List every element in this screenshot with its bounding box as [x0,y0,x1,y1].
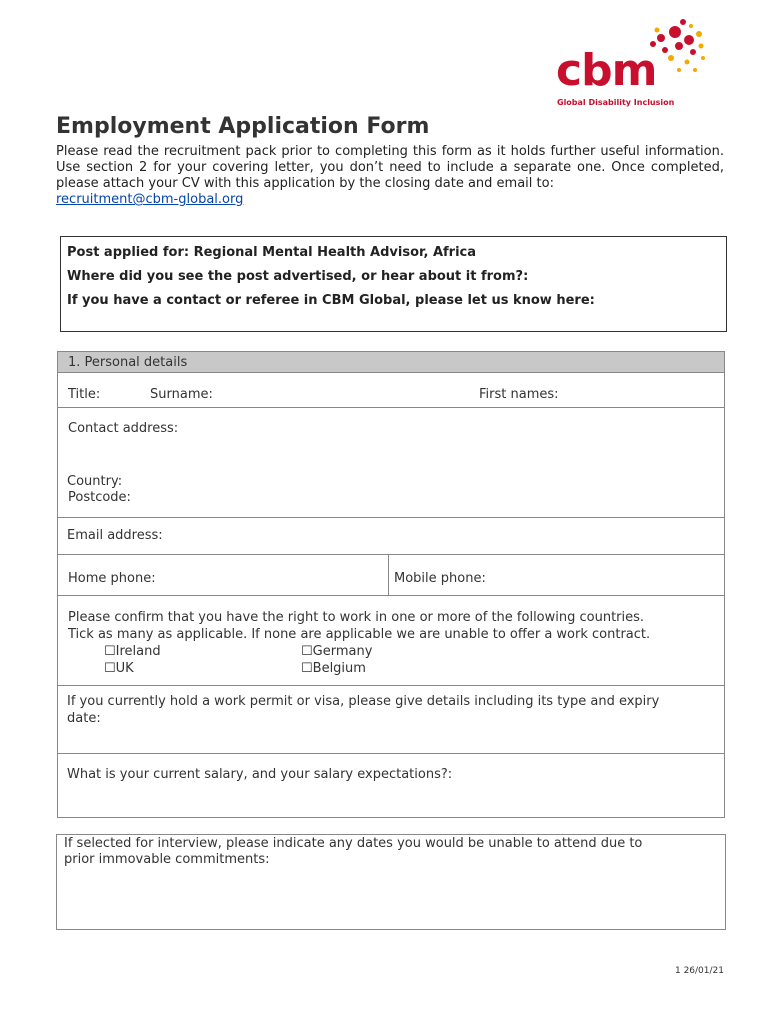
salary-row [58,754,724,817]
title-label: Title: [68,387,101,402]
checkbox-uk[interactable]: ☐UK [104,661,134,676]
interview-line1: If selected for interview, please indicate any dates you would be unable to attend due to [64,836,643,851]
intro-paragraph [56,144,724,208]
right-to-work-row [58,596,724,686]
name-row [58,373,724,408]
personal-details-section [57,351,725,818]
interview-dates-box [56,834,726,930]
country-label: Country: [67,474,123,489]
home-phone-label: Home phone: [68,571,156,586]
work-permit-row [58,686,724,754]
permit-line2: date: [67,711,101,726]
mobile-phone-label: Mobile phone: [394,571,486,586]
first-names-label: First names: [479,387,559,402]
checkbox-germany[interactable]: ☐Germany [301,644,373,659]
recruitment-email-link[interactable]: recruitment@cbm-global.org [56,192,244,207]
email-row [58,518,724,555]
intro-text: Please read the recruitment pack prior to completing this form as it holds further useful information. Use section 2 for your covering letter, you don’t need to include a separate one. Once completed, please attach your CV with this application by the closing date and email to: [56,144,724,191]
salary-label: What is your current salary, and your salary expectations?: [67,767,453,782]
logo-tagline: Global Disability Inclusion [557,98,675,107]
logo-wordmark: cbm [556,45,657,96]
where-seen-label: Where did you see the post advertised, or hear about it from?: [67,269,529,284]
permit-line1: If you currently hold a work permit or visa, please give details including its type and expiry [67,694,660,709]
section-header: 1. Personal details [58,352,724,373]
contact-address-label: Contact address: [68,421,179,436]
right-to-work-line2: Tick as many as applicable. If none are applicable we are unable to offer a work contract. [68,627,651,642]
email-label: Email address: [67,528,163,543]
checkbox-ireland[interactable]: ☐Ireland [104,644,161,659]
interview-line2: prior immovable commitments: [64,852,270,867]
contact-referee-label: If you have a contact or referee in CBM Global, please let us know here: [67,293,595,308]
surname-label: Surname: [150,387,213,402]
page-title: Employment Application Form [56,114,430,139]
address-row [58,408,724,518]
phone-row [58,555,724,596]
post-applied-label: Post applied for: Regional Mental Health Advisor, Africa [67,245,477,260]
checkbox-belgium[interactable]: ☐Belgium [301,661,366,676]
right-to-work-line1: Please confirm that you have the right to work in one or more of the following countries. [68,610,645,625]
phone-divider [388,555,389,595]
post-applied-box [60,236,727,332]
page-footer: 1 26/01/21 [674,966,724,976]
postcode-label: Postcode: [68,490,131,505]
